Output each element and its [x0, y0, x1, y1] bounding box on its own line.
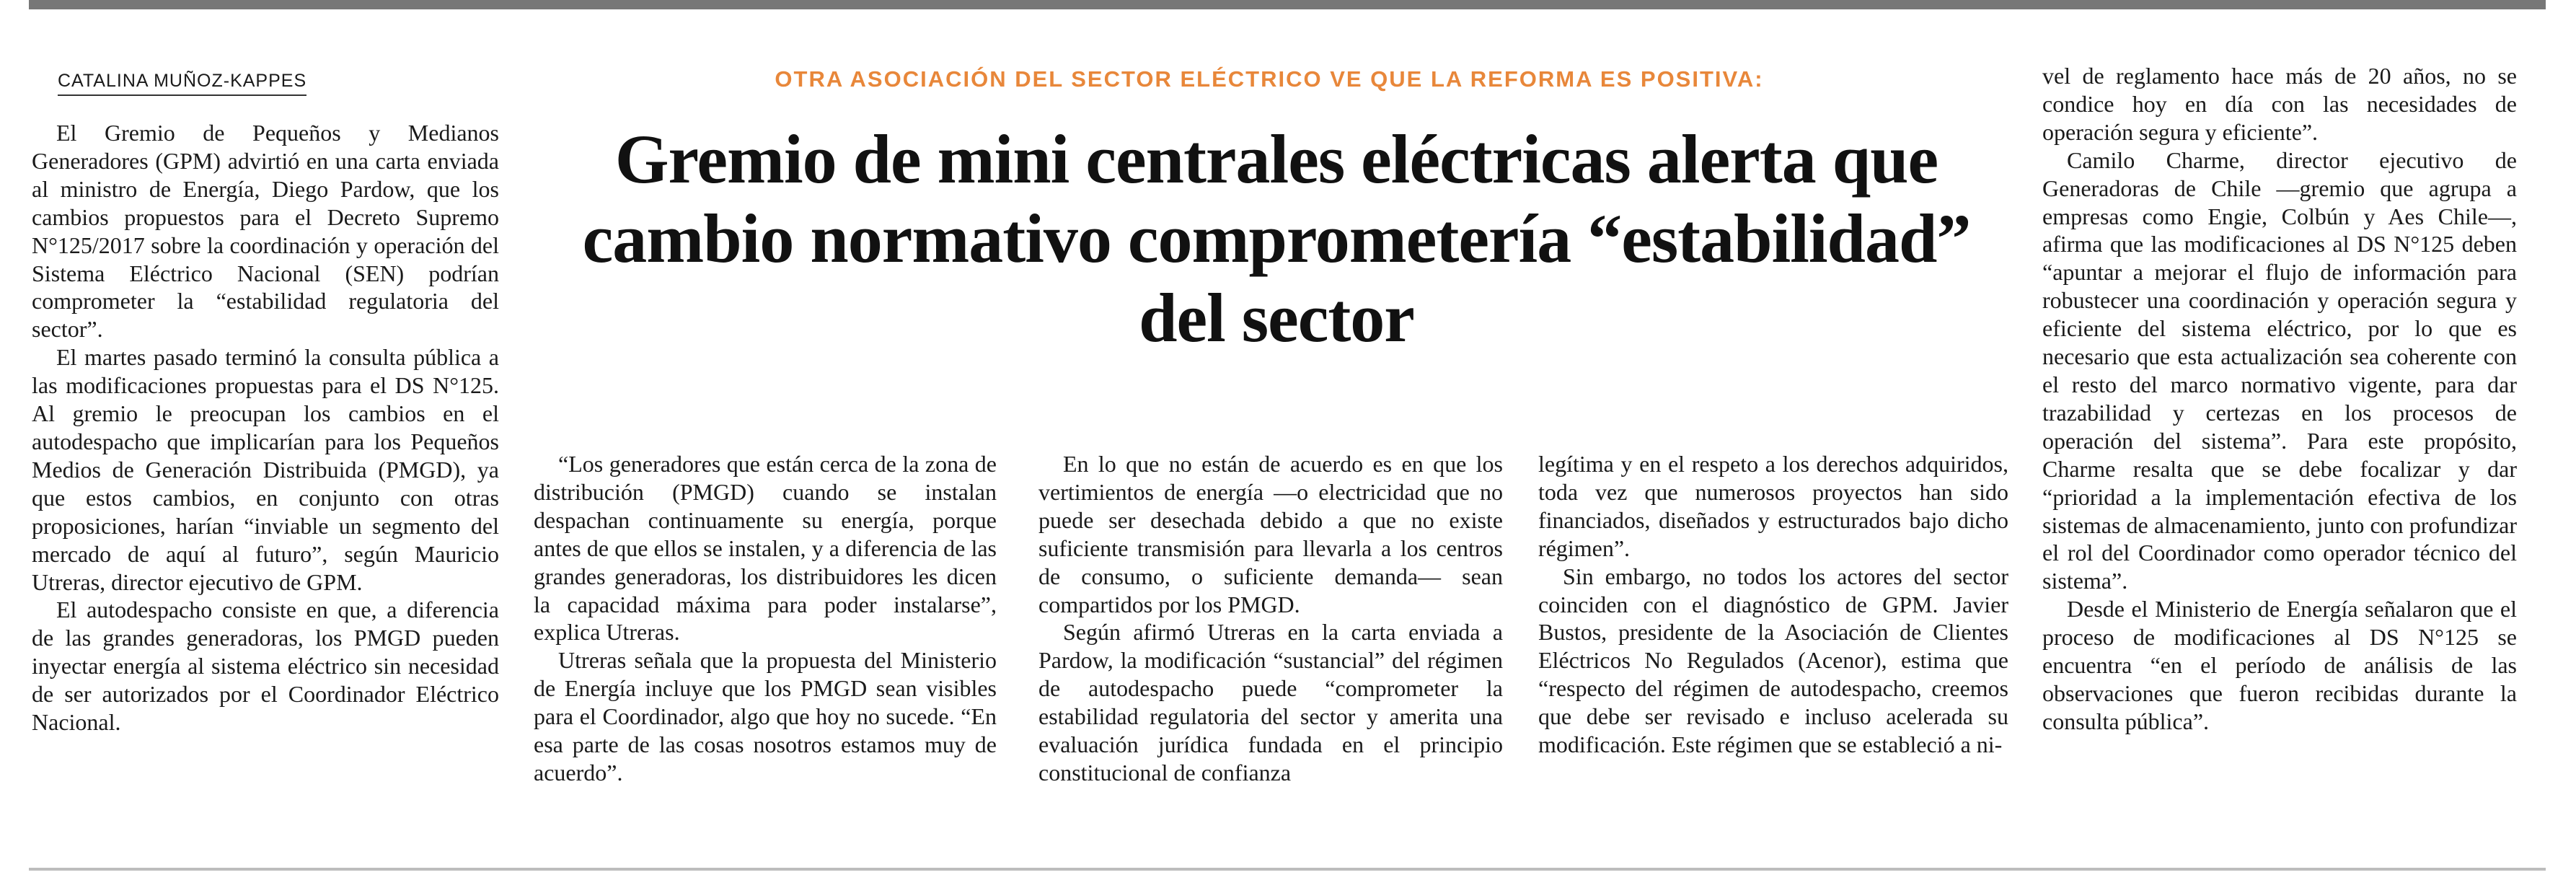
- paragraph: Camilo Charme, director ejecutivo de Generadoras de Chile —gremio que agrupa a empresas como Engie, Colbún y Aes Chile—, afirma que las modificaciones al DS N°125 deben “apuntar a mejorar el flujo de información para robustecer una coordinación y operación segura y eficiente del sistema eléctrico, por lo que es necesario que esta actualización sea coherente con el resto del marco normativo vigente, para dar trazabilidad y certezas en los procesos de operación del sistema”. Para este propósito, Charme resalta que se debe focalizar y dar “prioridad a la implementación efectiva de los sistemas de almacenamiento, junto con profundizar el rol del Coordinador como operador técnico del sistema”.: [2042, 146, 2517, 594]
- paragraph: El autodespacho consiste en que, a diferencia de las grandes generadoras, los PMGD pueden inyectar energía al sistema eléctrico sin necesidad de ser autorizados por el Coordinador Eléctrico Nacional.: [32, 597, 499, 736]
- paragraph: legítima y en el respeto a los derechos adquiridos, toda vez que numerosos proyectos han sido financiados, diseñados y estructurados bajo dicho régimen”.: [1538, 451, 2008, 561]
- paragraph: “Los generadores que están cerca de la zona de distribución (PMGD) cuando se instalan despachan continuamente su energía, porque antes de que ellos se instalen, y a diferencia de las grandes generadoras, los distribuidores les dicen la capacidad máxima para poder instalarse”, explica Utreras.: [534, 451, 997, 646]
- byline: CATALINA MUÑOZ-KAPPES: [58, 71, 306, 96]
- article-column-1: [32, 119, 499, 736]
- paragraph: El martes pasado terminó la consulta pública a las modificaciones propuestas para el DS N°125. Al gremio le preocupan los cambios en el autodespacho que implicarían para los Pequeños Medios de Generación Distribuida (PMGD), ya que estos cambios, en conjunto con otras proposiciones, harían “inviable un segmento del mercado de aquí al futuro”, según Mauricio Utreras, director ejecutivo de GPM.: [32, 344, 499, 595]
- article-column-3: [1038, 450, 1503, 787]
- paragraph: En lo que no están de acuerdo es en que los vertimientos de energía —o electricidad que no puede ser desechada debido a que no existe suficiente transmisión para llevarla a los centros de consumo, o suficiente demanda— sean compartidos por los PMGD.: [1038, 451, 1503, 617]
- headline: Gremio de mini centrales eléctricas alerta que cambio normativo comprometería “estabilidad” del sector: [582, 120, 1971, 356]
- paragraph: Desde el Ministerio de Energía señalaron que el proceso de modificaciones al DS N°125 se encuentra “en el período de análisis de las observaciones que fueron recibidas durante la consulta pública”.: [2042, 596, 2517, 734]
- article-column-5: [2042, 62, 2517, 736]
- top-rule: [29, 0, 2546, 9]
- paragraph: Según afirmó Utreras en la carta enviada a Pardow, la modificación “sustancial” del régimen de autodespacho puede “comprometer la estabilidad regulatoria del sector y amerita una evaluación jurídica fundada en el principio constitucional de confianza: [1038, 619, 1503, 786]
- bottom-rule: [29, 868, 2546, 871]
- article-column-4: [1538, 450, 2008, 759]
- paragraph: El Gremio de Pequeños y Medianos Generadores (GPM) advirtió en una carta enviada al ministro de Energía, Diego Pardow, que los cambios propuestos para el Decreto Supremo N°125/2017 sobre la coordinación y operación del Sistema Eléctrico Nacional (SEN) podrían comprometer la “estabilidad regulatoria del sector”.: [32, 120, 499, 343]
- paragraph: Utreras señala que la propuesta del Ministerio de Energía incluye que los PMGD sean visibles para el Coordinador, algo que hoy no sucede. “En esa parte de las cosas nosotros estamos muy de acuerdo”.: [534, 647, 997, 786]
- paragraph: Sin embargo, no todos los actores del sector coinciden con el diagnóstico de GPM. Javier Bustos, presidente de la Asociación de Clientes Eléctricos No Regulados (Acenor), estima que “respecto del régimen de autodespacho, creemos que debe ser revisado e incluso acelerada su modificación. Este régimen que se estableció a ni-: [1538, 563, 2008, 758]
- article-column-2: [534, 450, 997, 787]
- paragraph: vel de reglamento hace más de 20 años, no se condice hoy en día con las necesidades de operación segura y eficiente”.: [2042, 63, 2517, 145]
- kicker: OTRA ASOCIACIÓN DEL SECTOR ELÉCTRICO VE QUE LA REFORMA ES POSITIVA:: [775, 66, 1764, 92]
